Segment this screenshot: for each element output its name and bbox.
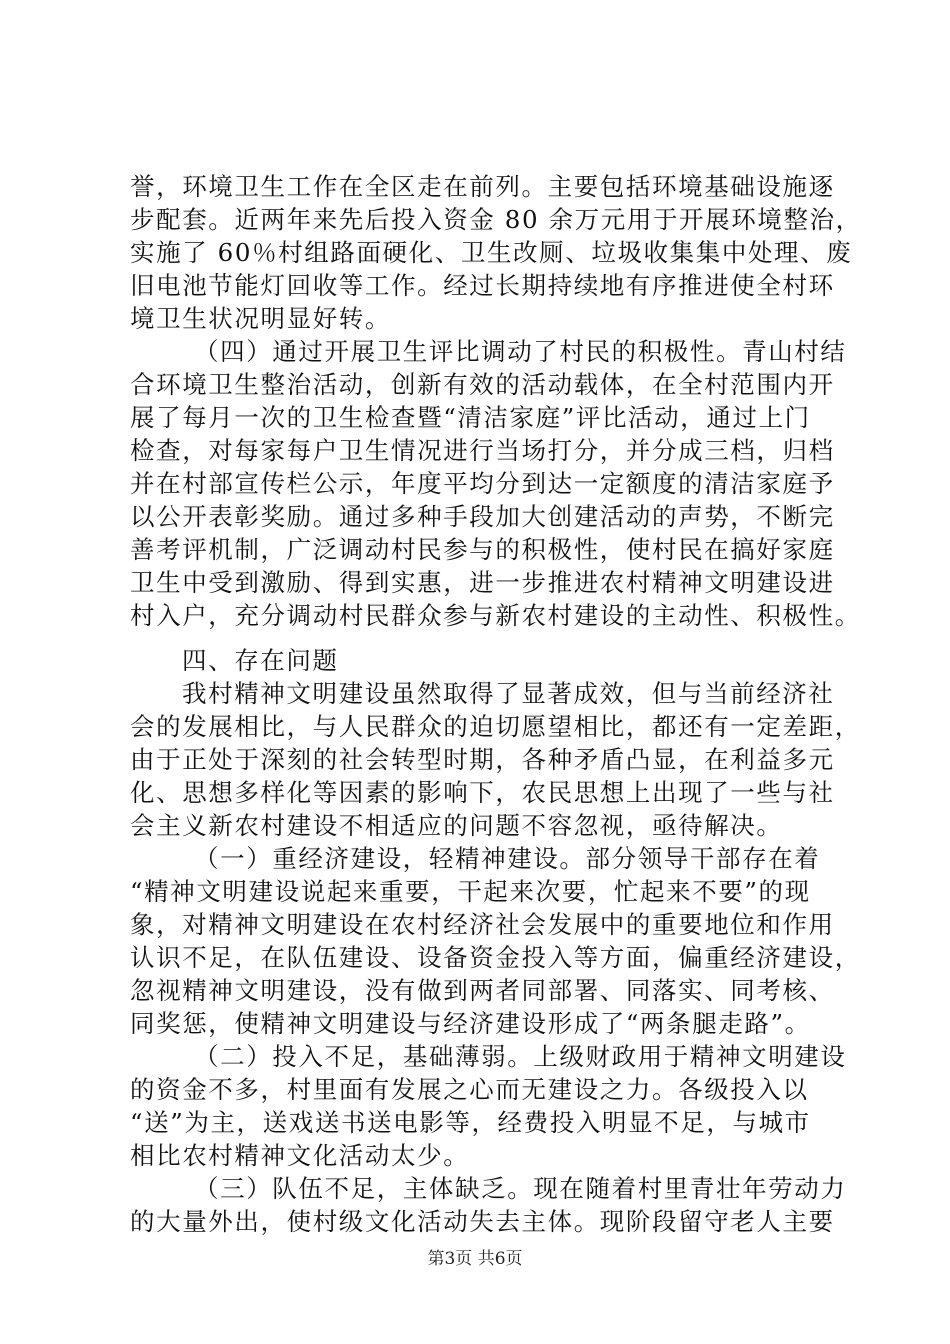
text-line: 旧电池节能灯回收等工作。经过长期持续地有序推进使全村环 [130,271,835,300]
document-body [130,170,862,1238]
section-heading: 四、存在问题 [182,646,339,675]
text-line: 实施了 60％村组路面硬化、卫生改厕、垃圾收集集中处理、废 [130,238,853,267]
text-line: 化、思想多样化等因素的影响下，农民思想上出现了一些与社 [130,778,835,807]
text-line: “精神文明建设说起来重要，干起来次要，忙起来不要”的现 [130,877,811,906]
text-line: 的资金不多，村里面有发展之心而无建设之力。各级投入以 [130,1075,809,1104]
text-line: 村入户，充分调动村民群众参与新农村建设的主动性、积极性。 [130,601,861,630]
text-line: 展了每月一次的卫生检查暨“清洁家庭”评比活动，通过上门 [130,403,811,432]
text-line: 并在村部宣传栏公示，年度平均分到达一定额度的清洁家庭予 [130,469,835,498]
text-line: 的大量外出，使村级文化活动失去主体。现阶段留守老人主要 [130,1207,835,1236]
text-line: 誉，环境卫生工作在全区走在前列。主要包括环境基础设施逐 [130,172,835,201]
section-gap [130,632,850,644]
paragraph-start-line: （三）队伍不足，主体缺乏。现在随着村里青壮年劳动力 [194,1174,847,1203]
text-line: “送”为主，送戏送书送电影等，经费投入明显不足，与城市 [130,1108,811,1137]
text-line: 忽视精神文明建设，没有做到两者同部署、同落实、同考核、 [130,976,835,1005]
text-line: 检查，对每家每户卫生情况进行当场打分，并分成三档，归档 [130,436,835,465]
text-line: 合环境卫生整治活动，创新有效的活动载体，在全村范围内开 [130,370,835,399]
text-line: 由于正处于深刻的社会转型时期，各种矛盾凸显，在利益多元 [130,745,835,774]
text-line: 认识不足，在队伍建设、设备资金投入等方面，偏重经济建设， [130,943,861,972]
text-line: 象，对精神文明建设在农村经济社会发展中的重要地位和作用 [130,910,835,939]
text-line: 会主义新农村建设不相适应的问题不容忽视，亟待解决。 [130,811,783,840]
paragraph-start-line: 我村精神文明建设虽然取得了显著成效，但与当前经济社 [182,679,835,708]
text-line: 境卫生状况明显好转。 [130,304,391,333]
page-number-footer: 第3页 共6页 [427,1249,523,1269]
text-line: 卫生中受到激励、得到实惠，进一步推进农村精神文明建设进 [130,568,835,597]
text-line: 会的发展相比，与人民群众的迫切愿望相比，都还有一定差距， [130,712,861,741]
text-line: 步配套。近两年来先后投入资金 80 余万元用于开展环境整治， [130,205,862,234]
paragraph-start-line: （一）重经济建设，轻精神建设。部分领导干部存在着 [194,844,821,873]
paragraph-start-line: （四）通过开展卫生评比调动了村民的积极性。青山村结 [194,337,847,366]
text-line: 以公开表彰奖励。通过多种手段加大创建活动的声势，不断完 [130,502,835,531]
paragraph-start-line: （二）投入不足，基础薄弱。上级财政用于精神文明建设 [194,1042,847,1071]
text-line: 相比农村精神文化活动太少。 [130,1141,470,1170]
text-line: 善考评机制，广泛调动村民参与的积极性，使村民在搞好家庭 [130,535,835,564]
text-line: 同奖惩，使精神文明建设与经济建设形成了“两条腿走路”。 [130,1009,811,1038]
